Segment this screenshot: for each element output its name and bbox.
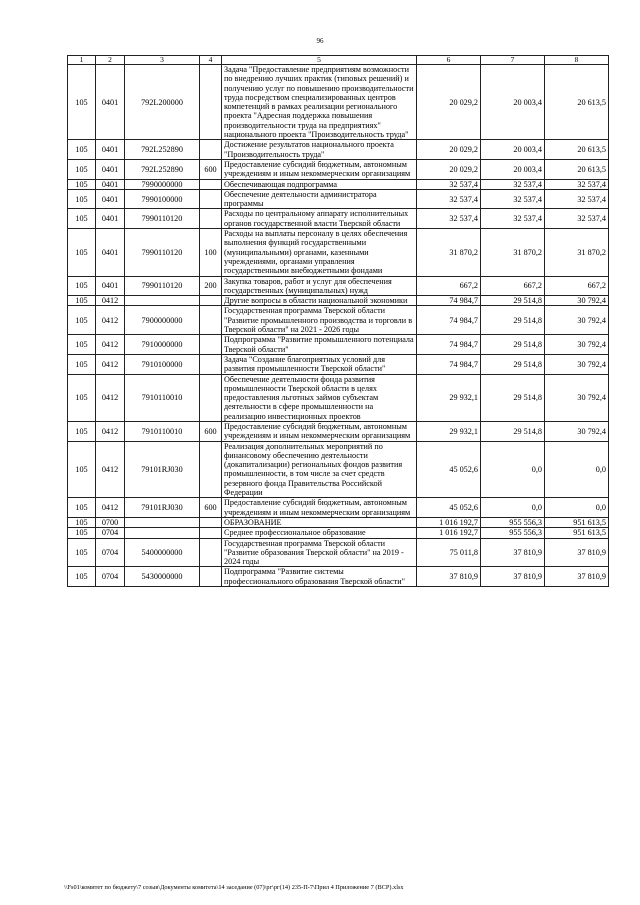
cell-section-code: 0412 <box>96 421 125 441</box>
cell-target-article: 7910110010 <box>125 374 200 421</box>
cell-expense-type <box>200 567 222 587</box>
cell-amount-year1: 75 011,8 <box>417 538 481 567</box>
cell-ministry-code: 105 <box>68 306 96 335</box>
cell-section-code: 0700 <box>96 517 125 527</box>
cell-expense-type <box>200 374 222 421</box>
cell-description: Обеспечивающая подпрограмма <box>222 179 417 189</box>
cell-expense-type: 200 <box>200 276 222 296</box>
cell-amount-year2: 955 556,3 <box>481 528 545 538</box>
cell-amount-year1: 20 029,2 <box>417 159 481 179</box>
cell-amount-year2: 667,2 <box>481 276 545 296</box>
cell-section-code: 0401 <box>96 229 125 276</box>
cell-amount-year2: 31 870,2 <box>481 229 545 276</box>
cell-amount-year3: 30 792,4 <box>545 374 609 421</box>
cell-section-code: 0412 <box>96 306 125 335</box>
table-row <box>68 528 609 538</box>
cell-expense-type <box>200 354 222 374</box>
cell-description: Предоставление субсидий бюджетным, автономным учреждениям и иным некоммерческим организациям <box>222 159 417 179</box>
cell-target-article: 792L252890 <box>125 159 200 179</box>
cell-description: Задача "Предоставление предприятиям возможности по внедрению лучших практик (типовых решений) и получению услуг по повышению производительности труда посредством специализированных центров компетенций в рамках реализации регионального проекта "Адресная поддержка повышения производительности труда на предприятиях" национального проекта "Производительность труда" <box>222 65 417 140</box>
cell-ministry-code: 105 <box>68 229 96 276</box>
cell-target-article: 7990110120 <box>125 229 200 276</box>
cell-section-code: 0704 <box>96 538 125 567</box>
cell-amount-year3: 32 537,4 <box>545 209 609 229</box>
cell-expense-type <box>200 296 222 306</box>
table-row <box>68 189 609 209</box>
cell-amount-year3: 667,2 <box>545 276 609 296</box>
cell-amount-year2: 29 514,8 <box>481 354 545 374</box>
cell-target-article: 792L252890 <box>125 140 200 160</box>
cell-description: Закупка товаров, работ и услуг для обеспечения государственных (муниципальных) нужд <box>222 276 417 296</box>
cell-amount-year3: 20 613,5 <box>545 159 609 179</box>
cell-ministry-code: 105 <box>68 296 96 306</box>
cell-amount-year2: 29 514,8 <box>481 306 545 335</box>
column-header: 6 <box>417 56 481 65</box>
cell-amount-year2: 37 810,9 <box>481 538 545 567</box>
file-path-footer: \\Fs01\комитет по бюджету\7 созыв\Документы комитета\14 заседание (07)\рг\рг(14) 235-П-7\Прил 4 Приложение 7 (ВСР).xlsx <box>64 884 404 891</box>
table-row <box>68 498 609 518</box>
page-number: 96 <box>316 37 324 45</box>
column-header: 4 <box>200 56 222 65</box>
cell-section-code: 0401 <box>96 65 125 140</box>
cell-target-article <box>125 517 200 527</box>
cell-amount-year2: 37 810,9 <box>481 567 545 587</box>
cell-amount-year3: 30 792,4 <box>545 421 609 441</box>
cell-target-article: 7910110010 <box>125 421 200 441</box>
cell-target-article: 5430000000 <box>125 567 200 587</box>
cell-expense-type: 600 <box>200 159 222 179</box>
cell-amount-year1: 74 984,7 <box>417 306 481 335</box>
table-row <box>68 517 609 527</box>
cell-expense-type <box>200 65 222 140</box>
cell-section-code: 0704 <box>96 528 125 538</box>
cell-description: Государственная программа Тверской области "Развитие промышленного производства и торговли в Тверской области" на 2021 - 2026 годы <box>222 306 417 335</box>
cell-ministry-code: 105 <box>68 140 96 160</box>
cell-amount-year3: 951 613,5 <box>545 517 609 527</box>
cell-amount-year2: 29 514,8 <box>481 374 545 421</box>
cell-amount-year1: 29 932,1 <box>417 374 481 421</box>
table-row <box>68 179 609 189</box>
cell-target-article: 7990110120 <box>125 209 200 229</box>
cell-section-code: 0412 <box>96 441 125 498</box>
cell-amount-year3: 30 792,4 <box>545 306 609 335</box>
cell-amount-year1: 31 870,2 <box>417 229 481 276</box>
cell-amount-year2: 20 003,4 <box>481 159 545 179</box>
table-row <box>68 65 609 140</box>
cell-ministry-code: 105 <box>68 567 96 587</box>
cell-amount-year2: 32 537,4 <box>481 189 545 209</box>
cell-ministry-code: 105 <box>68 354 96 374</box>
cell-amount-year1: 1 016 192,7 <box>417 517 481 527</box>
cell-amount-year3: 0,0 <box>545 441 609 498</box>
table-row <box>68 335 609 355</box>
cell-target-article: 5400000000 <box>125 538 200 567</box>
cell-ministry-code: 105 <box>68 441 96 498</box>
cell-target-article: 79101RJ030 <box>125 441 200 498</box>
cell-amount-year2: 0,0 <box>481 441 545 498</box>
cell-amount-year3: 31 870,2 <box>545 229 609 276</box>
cell-section-code: 0401 <box>96 209 125 229</box>
cell-expense-type <box>200 538 222 567</box>
cell-amount-year2: 955 556,3 <box>481 517 545 527</box>
cell-amount-year3: 32 537,4 <box>545 189 609 209</box>
table-row <box>68 159 609 179</box>
cell-amount-year1: 20 029,2 <box>417 65 481 140</box>
cell-target-article: 7910000000 <box>125 335 200 355</box>
column-header: 8 <box>545 56 609 65</box>
cell-section-code: 0412 <box>96 335 125 355</box>
cell-section-code: 0401 <box>96 179 125 189</box>
cell-amount-year1: 45 052,6 <box>417 441 481 498</box>
column-header: 3 <box>125 56 200 65</box>
cell-target-article: 7990000000 <box>125 179 200 189</box>
cell-amount-year2: 29 514,8 <box>481 296 545 306</box>
cell-expense-type: 600 <box>200 498 222 518</box>
table-row <box>68 229 609 276</box>
table-row <box>68 567 609 587</box>
column-number-row <box>68 56 609 65</box>
cell-expense-type <box>200 335 222 355</box>
cell-description: Обеспечение деятельности фонда развития промышленности Тверской области в целях предоставления льготных займов субъектам деятельности в сфере промышленности на реализацию инвестиционных проектов <box>222 374 417 421</box>
cell-description: Задача "Создание благоприятных условий для развития промышленности Тверской области" <box>222 354 417 374</box>
cell-section-code: 0401 <box>96 140 125 160</box>
cell-amount-year3: 20 613,5 <box>545 65 609 140</box>
cell-target-article: 7910100000 <box>125 354 200 374</box>
table-row <box>68 374 609 421</box>
cell-amount-year1: 1 016 192,7 <box>417 528 481 538</box>
cell-description: Расходы на выплаты персоналу в целях обеспечения выполнения функций государственными (муниципальными) органами, казенными учреждениями, органами управления государственными внебюджетными фондами <box>222 229 417 276</box>
budget-table-wrapper <box>67 55 608 587</box>
cell-expense-type <box>200 528 222 538</box>
cell-amount-year1: 32 537,4 <box>417 209 481 229</box>
cell-amount-year1: 20 029,2 <box>417 140 481 160</box>
cell-expense-type <box>200 441 222 498</box>
cell-description: Реализация дополнительных мероприятий по финансовому обеспечению деятельности (докапитализации) региональных фондов развития промышленности, в том числе за счет средств резервного фонда Правительства Российской Федерации <box>222 441 417 498</box>
cell-amount-year3: 32 537,4 <box>545 179 609 189</box>
cell-target-article: 7990100000 <box>125 189 200 209</box>
table-row <box>68 421 609 441</box>
cell-target-article <box>125 528 200 538</box>
cell-amount-year1: 74 984,7 <box>417 296 481 306</box>
cell-target-article: 792L200000 <box>125 65 200 140</box>
cell-section-code: 0401 <box>96 159 125 179</box>
column-header: 5 <box>222 56 417 65</box>
cell-description: Подпрограмма "Развитие системы профессионального образования Тверской области" <box>222 567 417 587</box>
cell-amount-year1: 74 984,7 <box>417 335 481 355</box>
cell-ministry-code: 105 <box>68 159 96 179</box>
column-header: 7 <box>481 56 545 65</box>
cell-ministry-code: 105 <box>68 528 96 538</box>
table-row <box>68 306 609 335</box>
cell-expense-type <box>200 517 222 527</box>
cell-amount-year1: 29 932,1 <box>417 421 481 441</box>
cell-description: Обеспечение деятельности администратора программы <box>222 189 417 209</box>
table-row <box>68 354 609 374</box>
cell-description: Предоставление субсидий бюджетным, автономным учреждениям и иным некоммерческим организациям <box>222 498 417 518</box>
cell-section-code: 0401 <box>96 189 125 209</box>
cell-amount-year1: 32 537,4 <box>417 189 481 209</box>
cell-section-code: 0401 <box>96 276 125 296</box>
cell-amount-year3: 30 792,4 <box>545 296 609 306</box>
cell-amount-year2: 29 514,8 <box>481 335 545 355</box>
table-row <box>68 538 609 567</box>
cell-expense-type: 100 <box>200 229 222 276</box>
cell-description: Подпрограмма "Развитие промышленного потенциала Тверской области" <box>222 335 417 355</box>
cell-section-code: 0412 <box>96 498 125 518</box>
cell-description: Другие вопросы в области национальной экономики <box>222 296 417 306</box>
cell-amount-year2: 29 514,8 <box>481 421 545 441</box>
cell-description: Государственная программа Тверской области "Развитие образования Тверской области" на 2019 - 2024 годы <box>222 538 417 567</box>
cell-target-article: 7990110120 <box>125 276 200 296</box>
cell-target-article <box>125 296 200 306</box>
cell-amount-year2: 32 537,4 <box>481 179 545 189</box>
cell-amount-year3: 37 810,9 <box>545 538 609 567</box>
cell-description: Среднее профессиональное образование <box>222 528 417 538</box>
cell-amount-year3: 951 613,5 <box>545 528 609 538</box>
cell-ministry-code: 105 <box>68 65 96 140</box>
cell-description: Расходы по центральному аппарату исполнительных органов государственной власти Тверской области <box>222 209 417 229</box>
cell-amount-year3: 37 810,9 <box>545 567 609 587</box>
cell-target-article: 79101RJ030 <box>125 498 200 518</box>
cell-target-article: 7900000000 <box>125 306 200 335</box>
cell-section-code: 0412 <box>96 354 125 374</box>
cell-amount-year1: 667,2 <box>417 276 481 296</box>
cell-ministry-code: 105 <box>68 421 96 441</box>
cell-expense-type <box>200 179 222 189</box>
table-row <box>68 296 609 306</box>
cell-amount-year2: 0,0 <box>481 498 545 518</box>
cell-amount-year1: 45 052,6 <box>417 498 481 518</box>
table-row <box>68 441 609 498</box>
cell-amount-year3: 20 613,5 <box>545 140 609 160</box>
cell-amount-year2: 32 537,4 <box>481 209 545 229</box>
cell-description: Предоставление субсидий бюджетным, автономным учреждениям и иным некоммерческим организациям <box>222 421 417 441</box>
cell-amount-year3: 0,0 <box>545 498 609 518</box>
cell-amount-year1: 74 984,7 <box>417 354 481 374</box>
cell-expense-type <box>200 306 222 335</box>
cell-ministry-code: 105 <box>68 498 96 518</box>
table-row <box>68 140 609 160</box>
table-row <box>68 209 609 229</box>
cell-section-code: 0412 <box>96 296 125 306</box>
cell-ministry-code: 105 <box>68 276 96 296</box>
cell-amount-year2: 20 003,4 <box>481 65 545 140</box>
cell-ministry-code: 105 <box>68 374 96 421</box>
cell-amount-year1: 32 537,4 <box>417 179 481 189</box>
cell-description: Достижение результатов национального проекта "Производительность труда" <box>222 140 417 160</box>
cell-ministry-code: 105 <box>68 189 96 209</box>
cell-amount-year1: 37 810,9 <box>417 567 481 587</box>
cell-expense-type <box>200 209 222 229</box>
cell-expense-type <box>200 189 222 209</box>
cell-section-code: 0412 <box>96 374 125 421</box>
cell-ministry-code: 105 <box>68 179 96 189</box>
column-header: 1 <box>68 56 96 65</box>
cell-amount-year2: 20 003,4 <box>481 140 545 160</box>
cell-amount-year3: 30 792,4 <box>545 354 609 374</box>
cell-description: ОБРАЗОВАНИЕ <box>222 517 417 527</box>
cell-expense-type: 600 <box>200 421 222 441</box>
cell-expense-type <box>200 140 222 160</box>
cell-ministry-code: 105 <box>68 538 96 567</box>
column-header: 2 <box>96 56 125 65</box>
table-row <box>68 276 609 296</box>
cell-ministry-code: 105 <box>68 209 96 229</box>
budget-table <box>67 55 609 587</box>
cell-section-code: 0704 <box>96 567 125 587</box>
cell-amount-year3: 30 792,4 <box>545 335 609 355</box>
cell-ministry-code: 105 <box>68 335 96 355</box>
cell-ministry-code: 105 <box>68 517 96 527</box>
